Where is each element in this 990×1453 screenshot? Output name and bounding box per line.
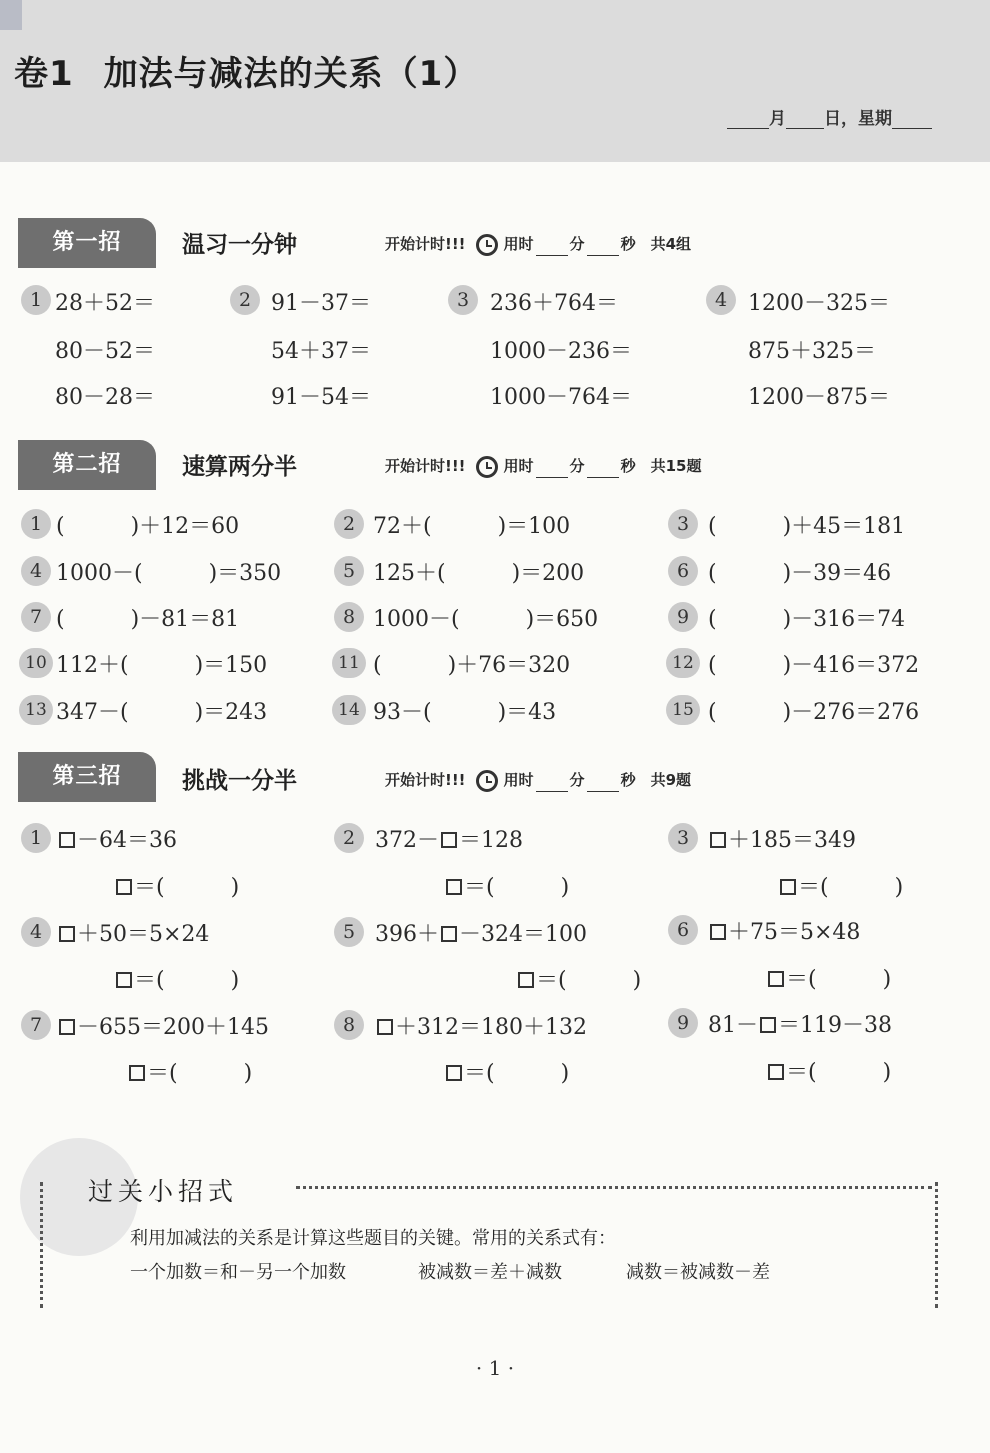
month-blank[interactable]	[727, 108, 769, 129]
equation: ( )－276＝276	[708, 700, 920, 725]
equation: 72＋( )＝100	[373, 514, 571, 539]
equation: 1200－325＝	[748, 291, 890, 316]
equation	[57, 823, 177, 854]
used-time-label: 用时	[503, 457, 534, 475]
equation: ( )－416＝372	[708, 653, 920, 678]
minute-blank[interactable]	[536, 775, 568, 792]
problem-number-badge: 3	[448, 285, 478, 315]
tips-rule-2: 被减数＝差＋减数	[418, 1262, 562, 1283]
tips-title: 过关小招式	[88, 1177, 239, 1206]
equation: 80－52＝	[55, 339, 155, 364]
equation: ( )＋76＝320	[373, 653, 571, 678]
unknown-box	[441, 832, 457, 848]
unknown-box	[710, 832, 726, 848]
problem-number-badge: 13	[19, 695, 53, 725]
unknown-box	[116, 972, 132, 988]
problem-number-badge: 3	[668, 823, 698, 853]
equation: 1000－764＝	[490, 385, 632, 410]
tips-line: 利用加减法的关系是计算这些题目的关键。常用的关系式有：	[130, 1228, 616, 1249]
equation: 91－54＝	[271, 385, 371, 410]
problem-number-badge: 4	[706, 285, 736, 315]
equation-left: 81－	[708, 1013, 758, 1038]
section-2-timer	[385, 455, 701, 478]
equation-right: ＝128	[459, 828, 523, 853]
problem-number-badge: 1	[21, 509, 51, 539]
equation: 125＋( )＝200	[373, 561, 585, 586]
answer-line[interactable]	[778, 870, 903, 901]
minute-label: 分	[569, 771, 585, 789]
used-time-label: 用时	[503, 771, 534, 789]
unknown-box	[768, 1064, 784, 1080]
equation-right: ＋185＝349	[728, 828, 856, 853]
problem-number-badge: 7	[21, 1010, 51, 1040]
equation: 28＋52＝	[55, 291, 155, 316]
equation: 347－( )＝243	[56, 700, 268, 725]
equation-left: 396＋	[375, 922, 439, 947]
volume-number: 卷1	[14, 54, 74, 94]
unknown-box	[441, 926, 457, 942]
title-text: 加法与减法的关系（1）	[103, 54, 479, 94]
problem-number-badge: 10	[19, 648, 53, 678]
answer-line[interactable]	[444, 870, 569, 901]
equation: 1000－236＝	[490, 339, 632, 364]
timer-start: 开始计时!!!	[385, 771, 466, 789]
equation: ( )－81＝81	[56, 607, 240, 632]
answer-line[interactable]	[516, 963, 641, 994]
weekday-blank[interactable]	[892, 108, 932, 129]
equation	[708, 1008, 892, 1039]
problem-number-badge: 6	[668, 556, 698, 586]
equation-right: －655＝200＋145	[77, 1015, 269, 1040]
month-label: 月	[769, 109, 786, 129]
section-1-timer	[385, 233, 691, 256]
alarm-clock-icon	[476, 234, 498, 256]
problem-number-badge: 2	[230, 285, 260, 315]
equation: ( )＋12＝60	[56, 514, 240, 539]
alarm-clock-icon	[476, 770, 498, 792]
second-label: 秒	[620, 457, 636, 475]
problem-number-badge: 4	[21, 556, 51, 586]
answer-blank: ＝( )	[786, 967, 892, 992]
problem-number-badge: 4	[21, 917, 51, 947]
problem-number-badge: 2	[334, 509, 364, 539]
answer-line[interactable]	[127, 1056, 252, 1087]
equation-right: ＋75＝5×48	[728, 920, 861, 945]
second-blank[interactable]	[587, 775, 619, 792]
date-line	[727, 104, 932, 129]
equation	[708, 823, 856, 854]
used-time-label: 用时	[503, 235, 534, 253]
equation-left: 372－	[375, 828, 439, 853]
second-blank[interactable]	[587, 239, 619, 256]
unknown-box	[710, 924, 726, 940]
equation: 93－( )＝43	[373, 700, 557, 725]
minute-blank[interactable]	[536, 461, 568, 478]
section-1-name: 温习一分钟	[182, 232, 297, 258]
problem-number-badge: 1	[21, 285, 51, 315]
problem-number-badge: 5	[334, 917, 364, 947]
unknown-box	[59, 926, 75, 942]
problem-number-badge: 8	[334, 1010, 364, 1040]
answer-line[interactable]	[114, 870, 239, 901]
equation	[375, 1010, 587, 1041]
equation: 80－28＝	[55, 385, 155, 410]
answer-line[interactable]	[444, 1056, 569, 1087]
minute-label: 分	[569, 457, 585, 475]
equation: 1200－875＝	[748, 385, 890, 410]
equation-right: ＋50＝5×24	[77, 922, 210, 947]
tips-rule-3: 减数＝被减数－差	[626, 1262, 770, 1283]
problem-number-badge: 1	[21, 823, 51, 853]
second-label: 秒	[620, 771, 636, 789]
answer-blank: ＝( )	[134, 875, 240, 900]
equation: 54＋37＝	[271, 339, 371, 364]
section-3-timer	[385, 769, 691, 792]
equation-right: ＋312＝180＋132	[395, 1015, 587, 1040]
answer-blank: ＝( )	[798, 875, 904, 900]
unknown-box	[446, 1065, 462, 1081]
unknown-box	[518, 972, 534, 988]
equation-right: －324＝100	[459, 922, 587, 947]
timer-start: 开始计时!!!	[385, 457, 466, 475]
section-2-name: 速算两分半	[182, 454, 297, 480]
problem-number-badge: 7	[21, 602, 51, 632]
section-2-label: 第二招	[18, 440, 156, 490]
equation	[57, 1010, 269, 1041]
second-label: 秒	[620, 235, 636, 253]
answer-blank: ＝( )	[147, 1061, 253, 1086]
equation: 112＋( )＝150	[56, 653, 268, 678]
unknown-box	[780, 879, 796, 895]
unknown-box	[760, 1017, 776, 1033]
answer-blank: ＝( )	[464, 1061, 570, 1086]
unknown-box	[59, 1019, 75, 1035]
problem-number-badge: 3	[668, 509, 698, 539]
problem-number-badge: 12	[666, 648, 700, 678]
minute-label: 分	[569, 235, 585, 253]
equation: 875＋325＝	[748, 339, 876, 364]
page-title	[14, 46, 478, 95]
page-number: · 1 ·	[475, 1356, 515, 1380]
day-blank[interactable]	[786, 108, 824, 129]
day-label: 日，星期	[824, 109, 892, 129]
corner-tab	[0, 0, 22, 30]
problem-number-badge: 15	[666, 695, 700, 725]
problem-number-badge: 6	[668, 915, 698, 945]
section-3-name: 挑战一分半	[182, 768, 297, 794]
equation: 1000－( )＝650	[373, 607, 599, 632]
equation	[375, 823, 523, 854]
timer-start: 开始计时!!!	[385, 235, 466, 253]
minute-blank[interactable]	[536, 239, 568, 256]
equation-right: －64＝36	[77, 828, 177, 853]
tips-divider	[296, 1186, 932, 1189]
equation: ( )＋45＝181	[708, 514, 906, 539]
unknown-box	[768, 971, 784, 987]
total-label: 共9题	[650, 771, 692, 789]
equation	[375, 917, 587, 948]
problem-number-badge: 9	[668, 1008, 698, 1038]
section-1-label: 第一招	[18, 218, 156, 268]
answer-blank: ＝( )	[786, 1060, 892, 1085]
problem-number-badge: 14	[332, 695, 366, 725]
answer-blank: ＝( )	[134, 968, 240, 993]
answer-line[interactable]	[114, 963, 239, 994]
problem-number-badge: 2	[334, 823, 364, 853]
unknown-box	[129, 1065, 145, 1081]
equation: ( )－316＝74	[708, 607, 906, 632]
answer-blank: ＝( )	[464, 875, 570, 900]
unknown-box	[59, 832, 75, 848]
equation	[708, 915, 860, 946]
answer-line[interactable]	[766, 1055, 891, 1086]
problem-number-badge: 11	[332, 648, 366, 678]
unknown-box	[116, 879, 132, 895]
alarm-clock-icon	[476, 456, 498, 478]
problem-number-badge: 9	[668, 602, 698, 632]
answer-blank: ＝( )	[536, 968, 642, 993]
equation: 1000－( )＝350	[56, 561, 282, 586]
equation-right: ＝119－38	[778, 1013, 892, 1038]
equation	[57, 917, 209, 948]
second-blank[interactable]	[587, 461, 619, 478]
total-label: 共15题	[650, 457, 702, 475]
equation: 91－37＝	[271, 291, 371, 316]
equation: 236＋764＝	[490, 291, 618, 316]
answer-line[interactable]	[766, 962, 891, 993]
section-3-label: 第三招	[18, 752, 156, 802]
total-label: 共4组	[650, 235, 692, 253]
problem-number-badge: 5	[334, 556, 364, 586]
unknown-box	[377, 1019, 393, 1035]
tips-rule-1: 一个加数＝和－另一个加数	[130, 1262, 346, 1283]
problem-number-badge: 8	[334, 602, 364, 632]
equation: ( )－39＝46	[708, 561, 892, 586]
unknown-box	[446, 879, 462, 895]
